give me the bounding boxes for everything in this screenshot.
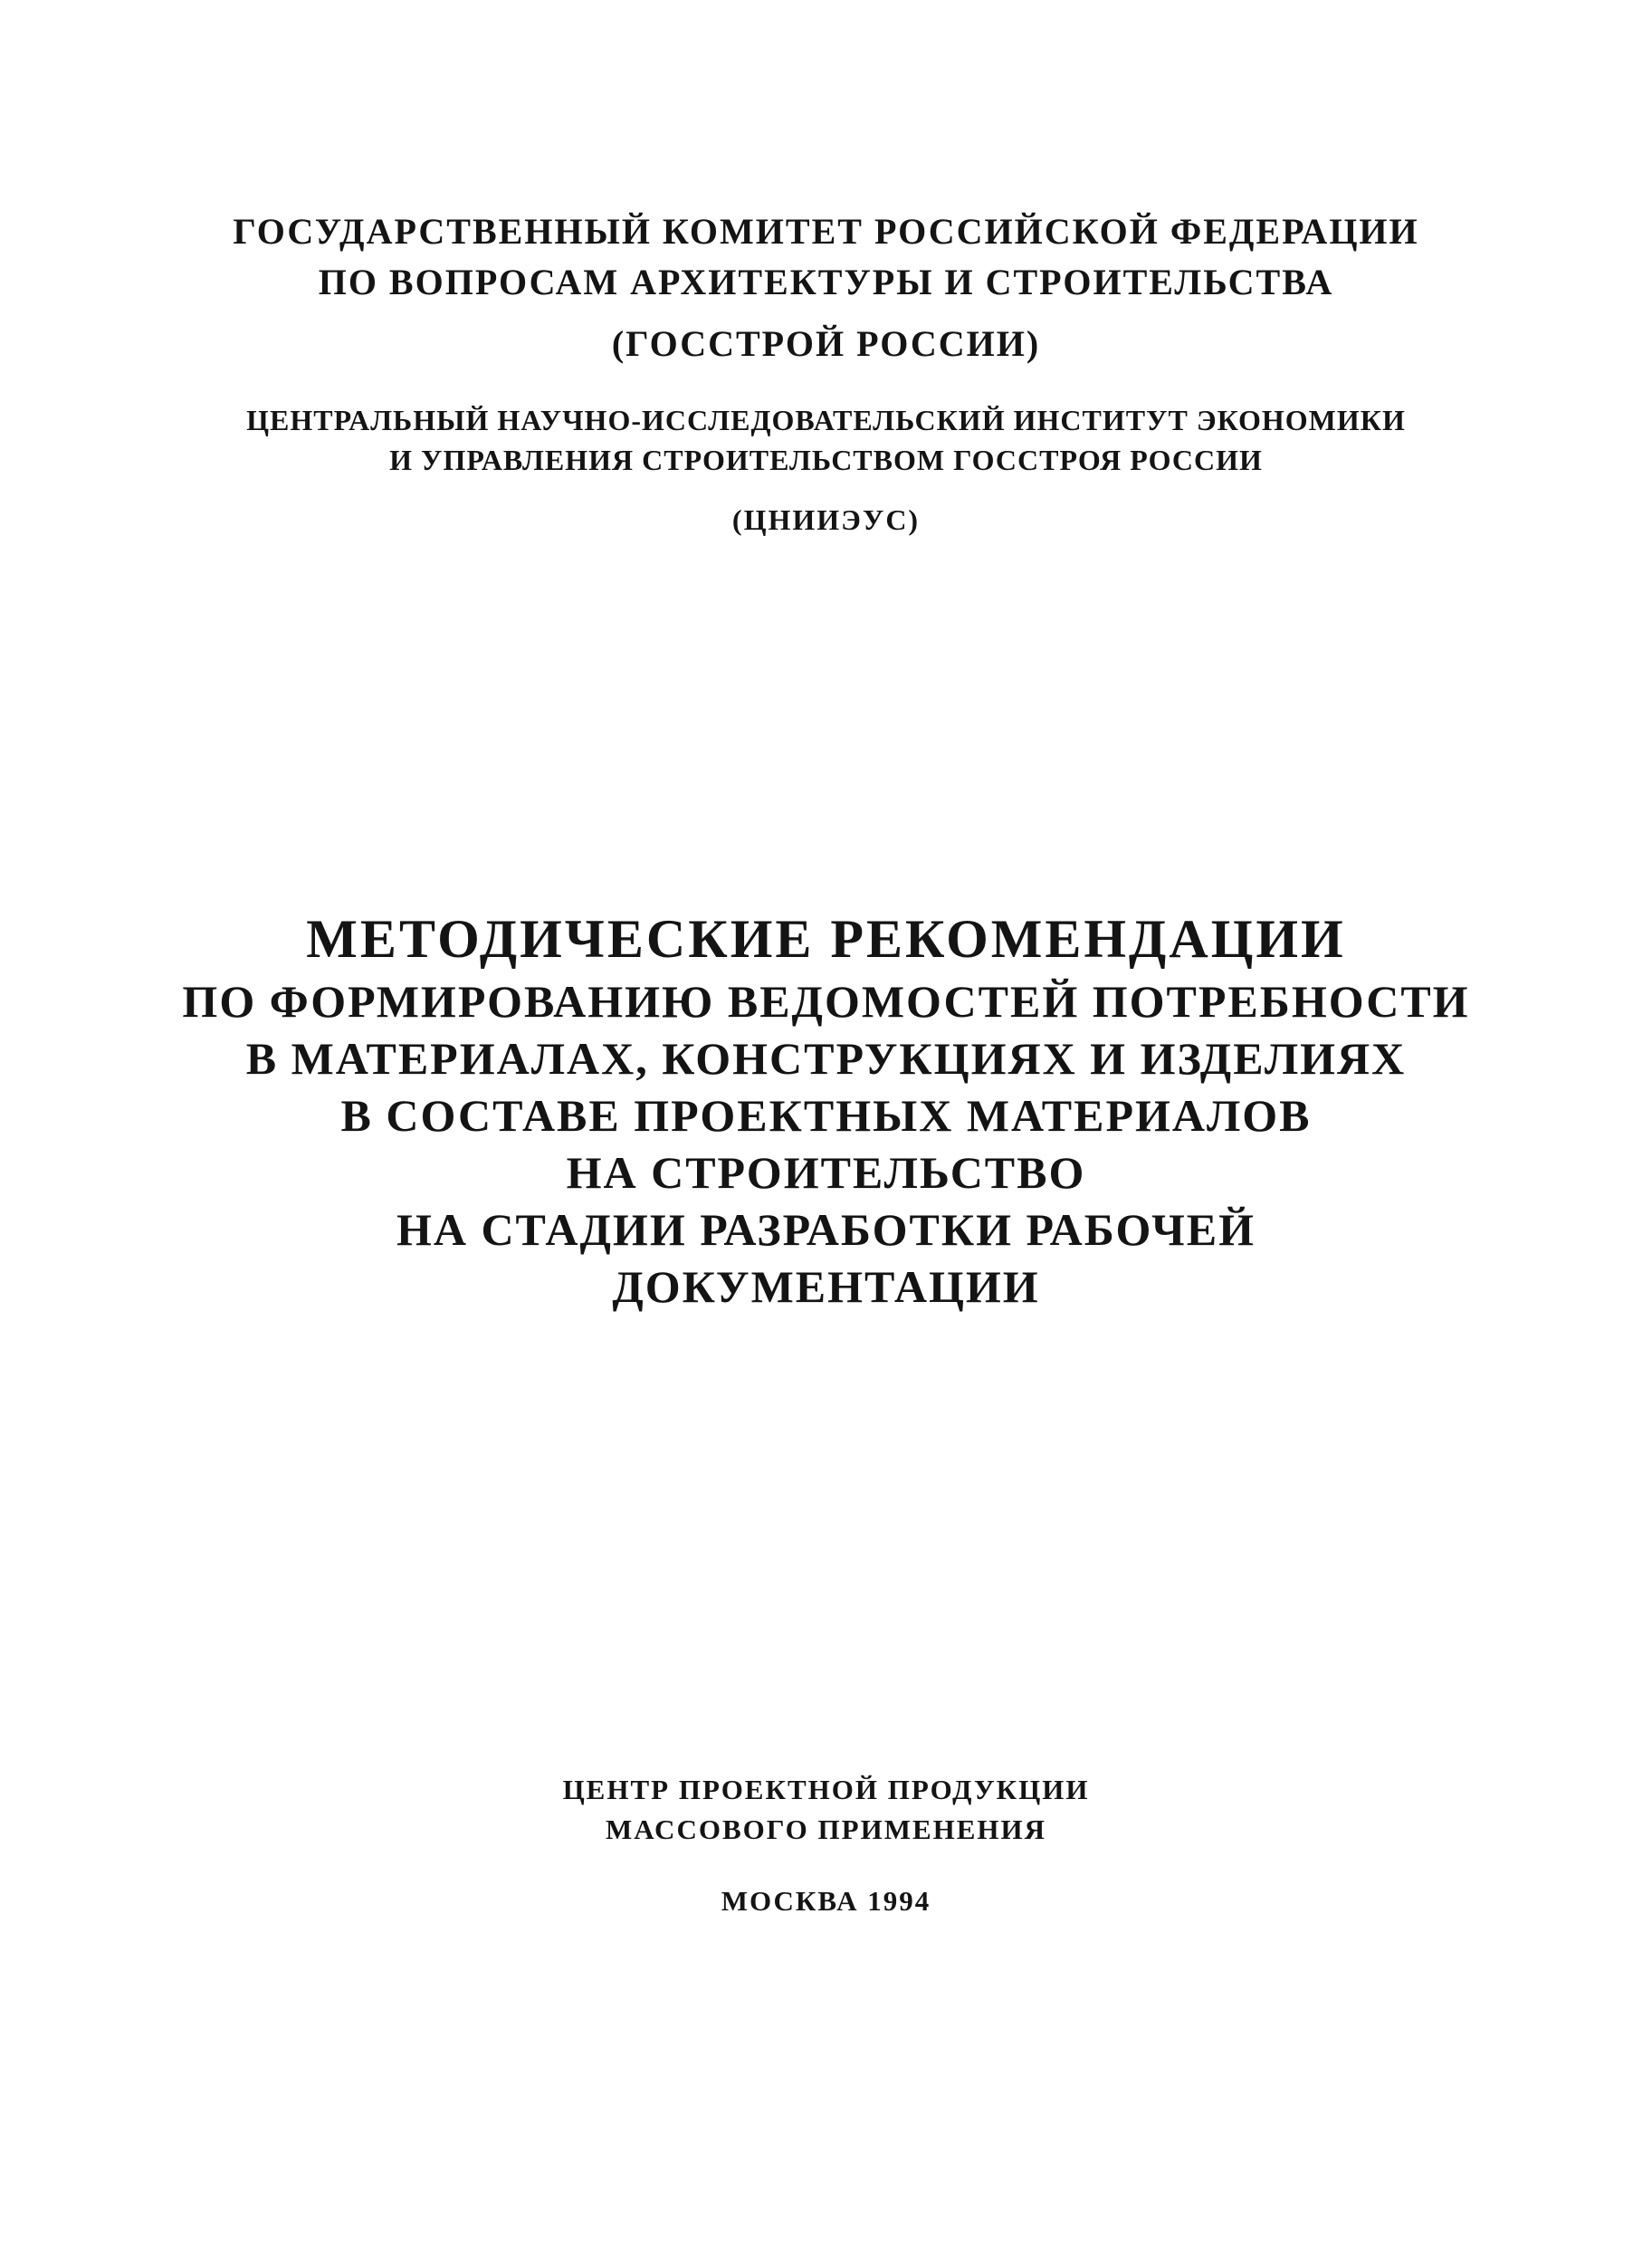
institute-name-line: ЦЕНТРАЛЬНЫЙ НАУЧНО-ИССЛЕДОВАТЕЛЬСКИЙ ИНСТИТУТ ЭКОНОМИКИ [246, 404, 1406, 436]
organization-name-line: ГОСУДАРСТВЕННЫЙ КОМИТЕТ РОССИЙСКОЙ ФЕДЕРАЦИИ [233, 211, 1419, 252]
organization-abbreviation-text: (ГОССТРОЙ РОССИИ) [611, 323, 1041, 364]
organization-name-line: ПО ВОПРОСАМ АРХИТЕКТУРЫ И СТРОИТЕЛЬСТВА [318, 262, 1334, 302]
document-subtitle-line: ПО ФОРМИРОВАНИЮ ВЕДОМОСТЕЙ ПОТРЕБНОСТИ [182, 976, 1470, 1027]
publisher-name-line: МАССОВОГО ПРИМЕНЕНИЯ [605, 1813, 1047, 1845]
organization-abbreviation [0, 319, 1652, 369]
document-subtitle-line: В СОСТАВЕ ПРОЕКТНЫХ МАТЕРИАЛОВ [340, 1090, 1312, 1141]
institute-abbreviation [0, 500, 1652, 540]
publication-place-year [0, 1881, 1652, 1921]
document-subtitle-line: В МАТЕРИАЛАХ, КОНСТРУКЦИЯХ И ИЗДЕЛИЯХ [245, 1033, 1407, 1084]
publisher-name-line: ЦЕНТР ПРОЕКТНОЙ ПРОДУКЦИИ [562, 1774, 1090, 1805]
document-subtitle-line: ДОКУМЕНТАЦИИ [612, 1261, 1040, 1312]
publisher-name [0, 1770, 1652, 1850]
institute-abbreviation-text: (ЦНИИЭУС) [731, 503, 921, 536]
document-title-text: МЕТОДИЧЕСКИЕ РЕКОМЕНДАЦИИ [306, 909, 1346, 969]
document-subtitle [0, 973, 1652, 1316]
institute-name-line: И УПРАВЛЕНИЯ СТРОИТЕЛЬСТВОМ ГОССТРОЯ РОССИИ [389, 444, 1263, 476]
organization-name [0, 206, 1652, 308]
document-title [0, 905, 1652, 972]
document-subtitle-line: НА СТРОИТЕЛЬСТВО [566, 1147, 1086, 1198]
institute-name [0, 400, 1652, 480]
document-subtitle-line: НА СТАДИИ РАЗРАБОТКИ РАБОЧЕЙ [396, 1204, 1256, 1255]
publication-place-year-text: МОСКВА 1994 [721, 1885, 931, 1917]
